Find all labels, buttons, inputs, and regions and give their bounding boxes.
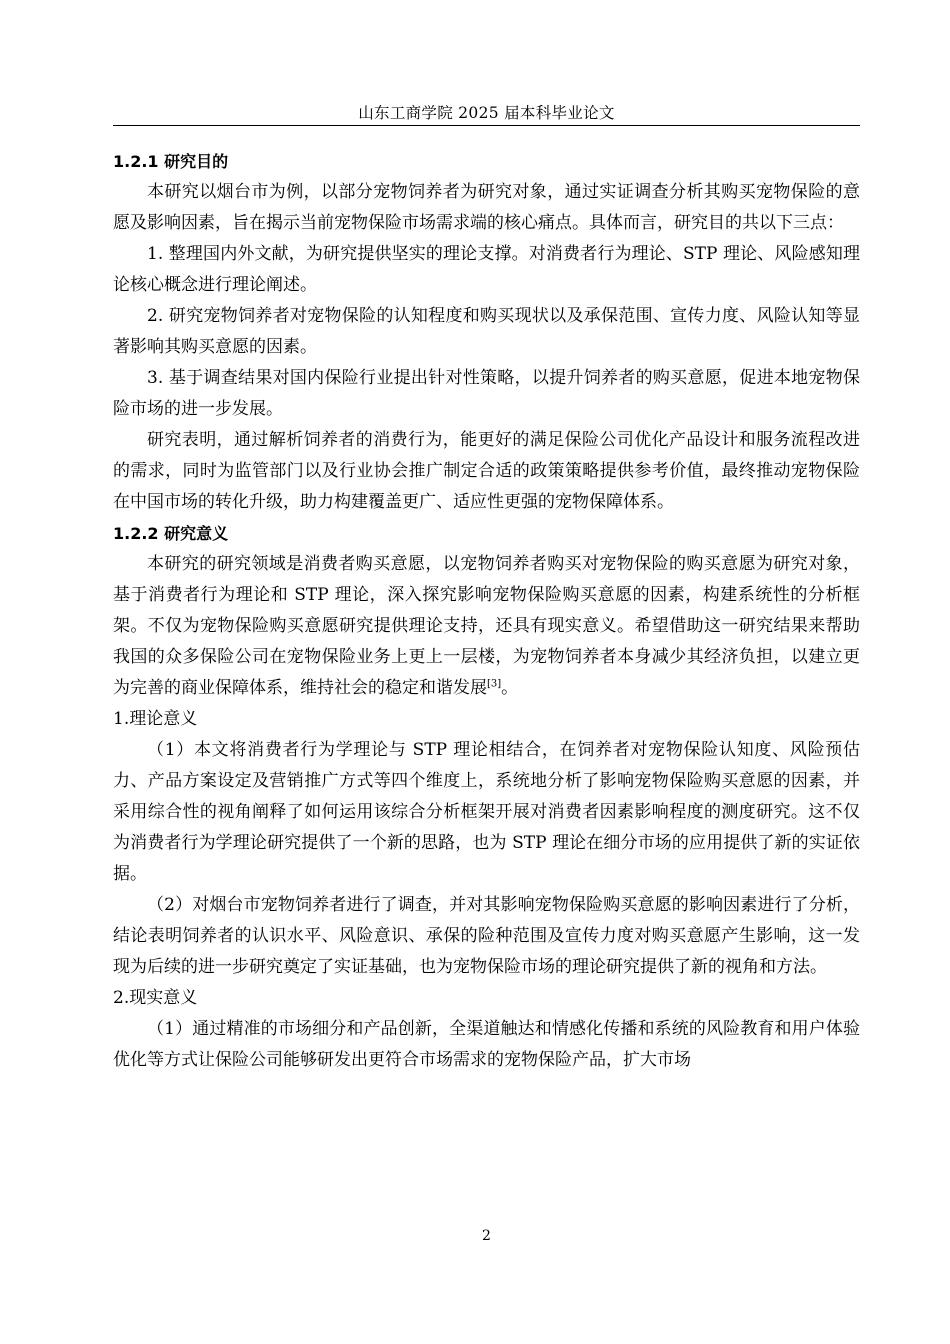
subheading-theory: 1.理论意义 [113,709,198,729]
paragraph-theory-2: （2）对烟台市宠物饲养者进行了调查，并对其影响宠物保险购买意愿的影响因素进行了分析，结论表明饲养者的认识水平、风险意识、承保的险种范围及宣传力度对购买意愿产生影响，这一发现为后续的进一步研究奠定了实证基础，也为宠物保险市场的理论研究提供了新的视角和方法。 [113,895,860,977]
list-item-purpose-3: 3. 基于调查结果对国内保险行业提出针对性策略，以提升饲养者的购买意愿，促进本地宠物保险市场的进一步发展。 [113,368,860,419]
section-heading-1-2-1: 1.2.1 研究目的 [113,152,229,171]
paragraph-purpose-conclusion: 研究表明，通过解析饲养者的消费行为，能更好的满足保险公司优化产品设计和服务流程改进的需求，同时为监管部门以及行业协会推广制定合适的政策策略提供参考价值，最终推动宠物保险在中国市场的转化升级，助力构建覆盖更广、适应性更强的宠物保障体系。 [113,430,860,512]
significance-intro-end: 。 [501,678,519,698]
body-content [113,146,860,1076]
paragraph-practice-1: （1）通过精准的市场细分和产品创新，全渠道触达和情感化传播和系统的风险教育和用户体验优化等方式让保险公司能够研发出更符合市场需求的宠物保险产品，扩大市场 [113,1019,860,1070]
list-item-purpose-1: 1. 整理国内外文献，为研究提供坚实的理论支撑。对消费者行为理论、STP 理论、风险感知理论核心概念进行理论阐述。 [113,244,860,295]
header-divider [113,125,860,126]
list-item-purpose-2: 2. 研究宠物饲养者对宠物保险的认知程度和购买现状以及承保范围、宣传力度、风险认知等显著影响其购买意愿的因素。 [113,306,860,357]
citation-marker: [3] [487,678,502,690]
page-number: 2 [482,1228,491,1244]
subheading-practice: 2.现实意义 [113,988,198,1008]
significance-intro-text: 本研究的研究领域是消费者购买意愿，以宠物饲养者购买对宠物保险的购买意愿为研究对象，基于消费者行为理论和 STP 理论，深入探究影响宠物保险购买意愿的因素，构建系统性的分析框架。不仅为宠物保险购买意愿研究提供理论支持，还具有现实意义。希望借助这一研究结果来帮助我国的众多保险公司在宠物保险业务上更上一层楼，为宠物饲养者本身减少其经济负担，以建立更为完善的商业保障体系，维持社会的稳定和谐发展 [113,554,860,698]
section-heading-1-2-2: 1.2.2 研究意义 [113,524,229,543]
paragraph-purpose-intro: 本研究以烟台市为例，以部分宠物饲养者为研究对象，通过实证调查分析其购买宠物保险的意愿及影响因素，旨在揭示当前宠物保险市场需求端的核心痛点。具体而言，研究目的共以下三点： [113,182,860,233]
page-header: 山东工商学院 2025 届本科毕业论文 [358,104,615,122]
paragraph-theory-1: （1）本文将消费者行为学理论与 STP 理论相结合，在饲养者对宠物保险认知度、风险预估力、产品方案设定及营销推广方式等四个维度上，系统地分析了影响宠物保险购买意愿的因素，并采用综合性的视角阐释了如何运用该综合分析框架开展对消费者因素影响程度的测度研究。这不仅为消费者行为学理论研究提供了一个新的思路，也为 STP 理论在细分市场的应用提供了新的实证依据。 [113,740,860,884]
paragraph-significance-intro [113,549,860,704]
